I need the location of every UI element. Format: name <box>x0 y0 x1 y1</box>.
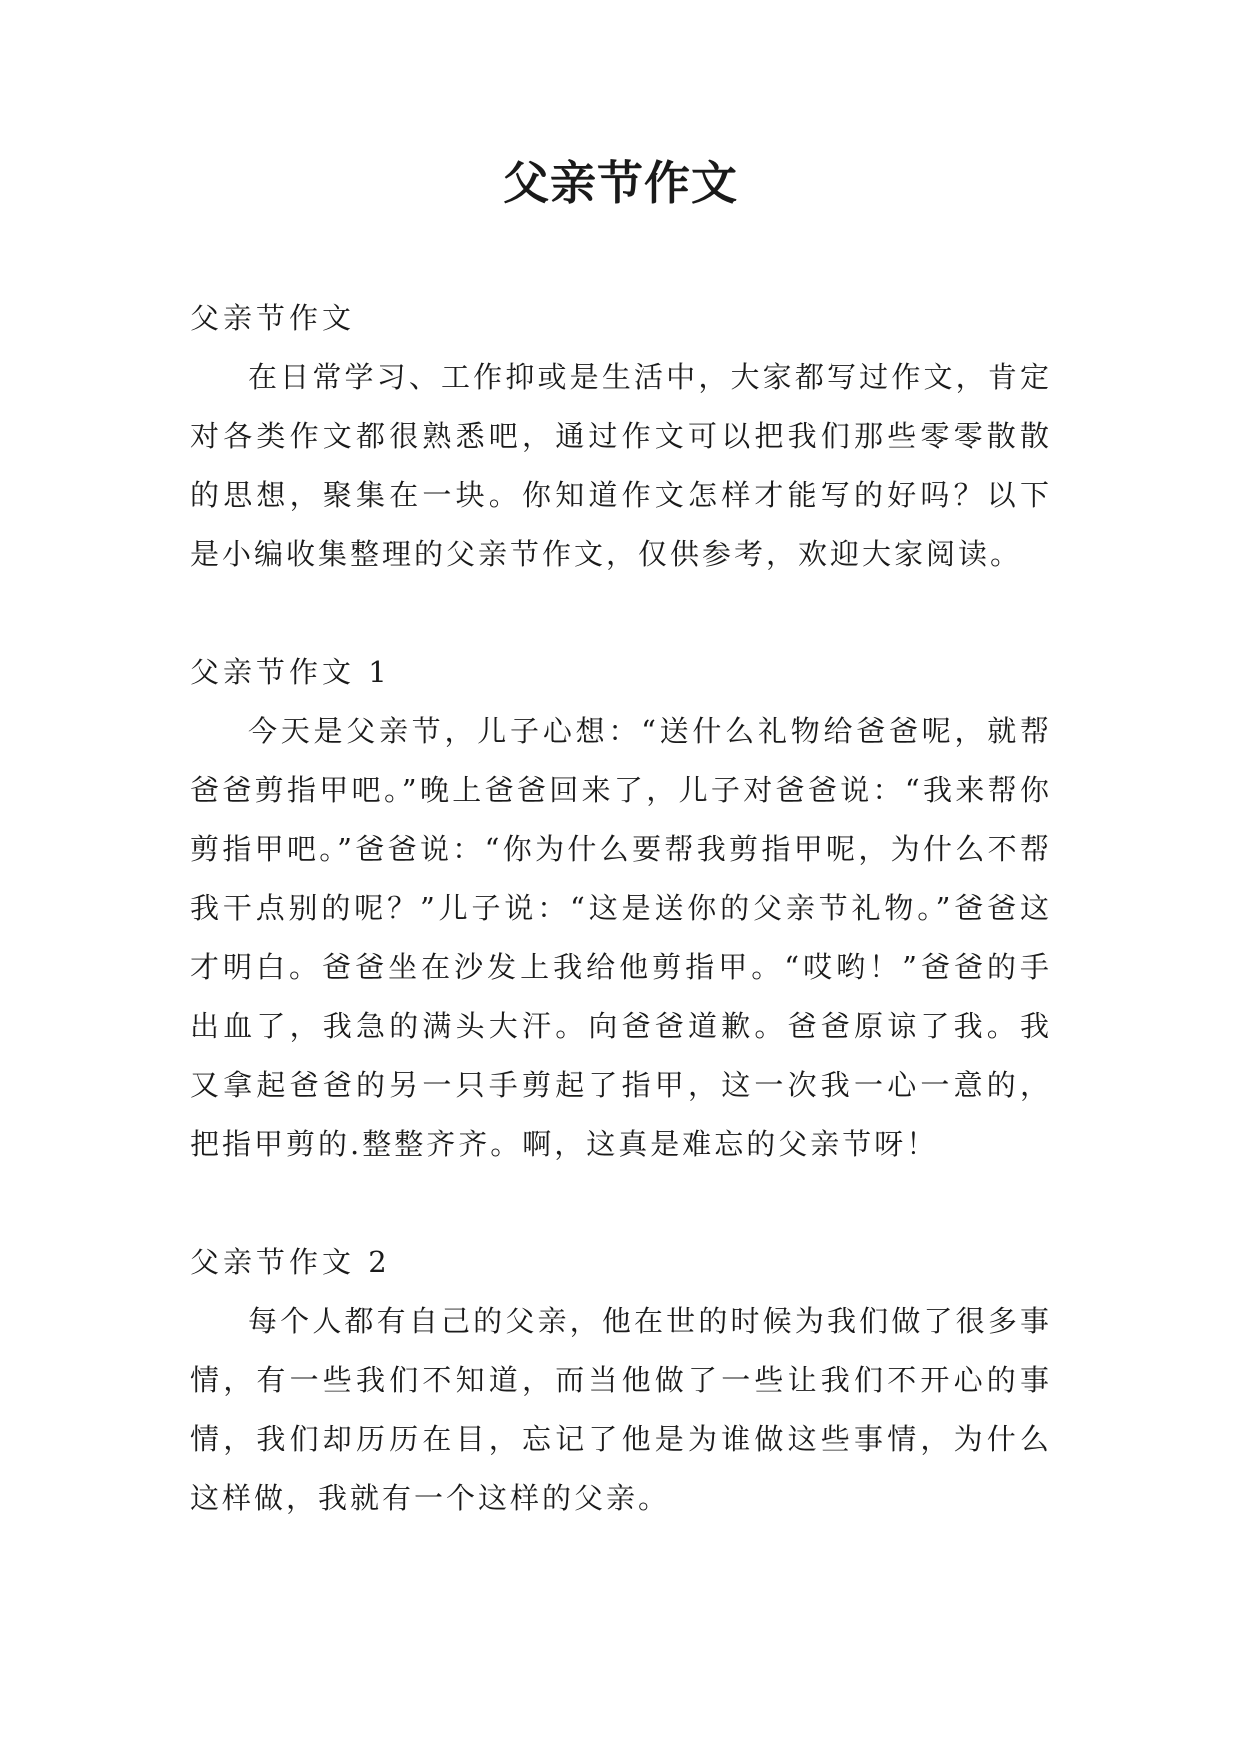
section-essay-2 <box>190 1232 1052 1528</box>
section-heading: 父亲节作文 2 <box>190 1245 391 1279</box>
section-essay-1 <box>190 642 1052 1174</box>
section-paragraph: 在日常学习、工作抑或是生活中，大家都写过作文，肯定对各类作文都很熟悉吧，通过作文可以把我们那些零零散散的思想，聚集在一块。你知道作文怎样才能写的好吗？以下是小编收集整理的父亲节作文，仅供参考，欢迎大家阅读。 <box>190 360 1052 571</box>
document-title: 父亲节作文 <box>503 156 738 210</box>
section-heading: 父亲节作文 <box>190 301 356 335</box>
section-paragraph: 今天是父亲节，儿子心想：“送什么礼物给爸爸呢，就帮爸爸剪指甲吧。”晚上爸爸回来了，儿子对爸爸说：“我来帮你剪指甲吧。”爸爸说：“你为什么要帮我剪指甲呢，为什么不帮我干点别的呢？”儿子说：“这是送你的父亲节礼物。”爸爸这才明白。爸爸坐在沙发上我给他剪指甲。“哎哟！”爸爸的手出血了，我急的满头大汗。向爸爸道歉。爸爸原谅了我。我又拿起爸爸的另一只手剪起了指甲，这一次我一心一意的，把指甲剪的.整整齐齐。啊，这真是难忘的父亲节呀！ <box>190 714 1052 1161</box>
section-spacer <box>190 584 1052 642</box>
section-heading: 父亲节作文 1 <box>190 655 391 689</box>
section-spacer <box>190 1174 1052 1232</box>
document-content <box>190 288 1052 1528</box>
section-intro <box>190 288 1052 584</box>
section-paragraph: 每个人都有自己的父亲，他在世的时候为我们做了很多事情，有一些我们不知道，而当他做了一些让我们不开心的事情，我们却历历在目，忘记了他是为谁做这些事情，为什么这样做，我就有一个这样的父亲。 <box>190 1304 1052 1515</box>
